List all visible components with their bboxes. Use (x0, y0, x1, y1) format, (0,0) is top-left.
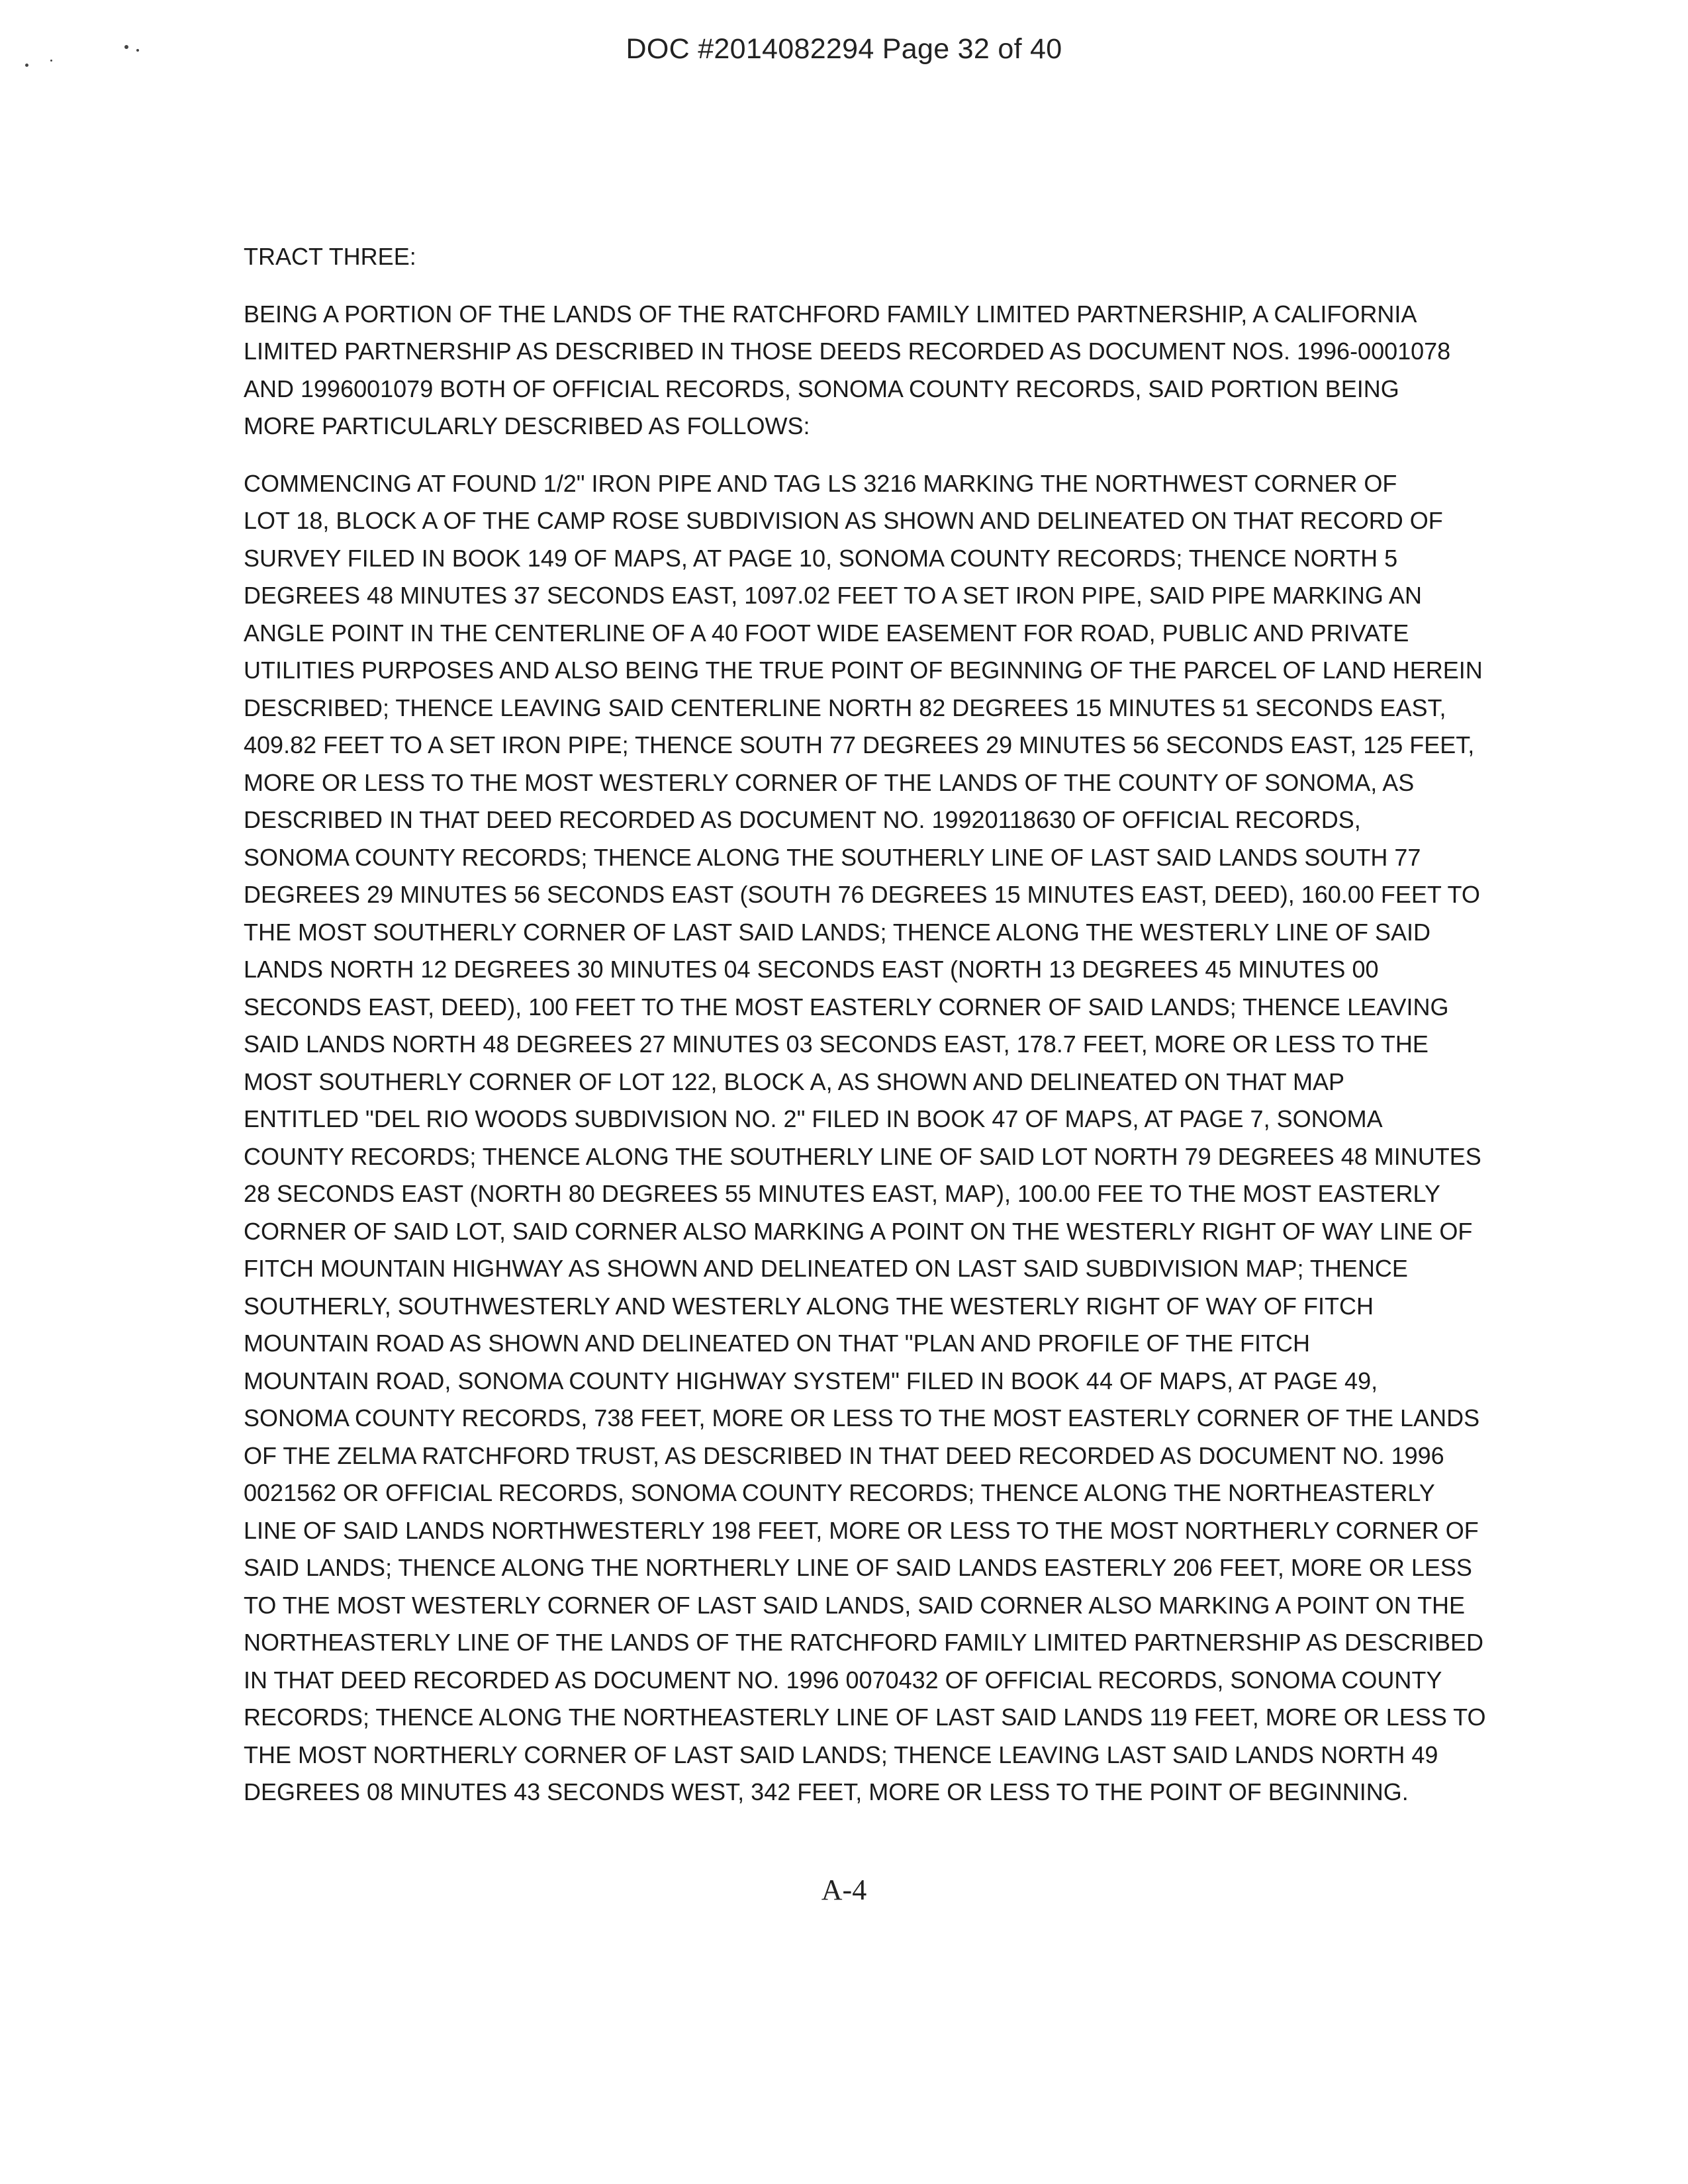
paragraph-line: THE MOST SOUTHERLY CORNER OF LAST SAID LANDS; THENCE ALONG THE WESTERLY LINE OF SAID (244, 918, 1431, 946)
paragraph-line: LIMITED PARTNERSHIP AS DESCRIBED IN THOSE DEEDS RECORDED AS DOCUMENT NOS. 1996-0001078 (244, 338, 1451, 365)
legal-description-paragraph (244, 296, 1475, 445)
paragraph-line: AND 1996001079 BOTH OF OFFICIAL RECORDS, SONOMA COUNTY RECORDS, SAID PORTION BEING (244, 375, 1399, 402)
paragraph-line: 409.82 FEET TO A SET IRON PIPE; THENCE SOUTH 77 DEGREES 29 MINUTES 56 SECONDS EAST, 125 FEET, (244, 731, 1475, 758)
paragraph-line: DEGREES 08 MINUTES 43 SECONDS WEST, 342 FEET, MORE OR LESS TO THE POINT OF BEGINNING. (244, 1778, 1409, 1805)
paragraph-line: FITCH MOUNTAIN HIGHWAY AS SHOWN AND DELINEATED ON LAST SAID SUBDIVISION MAP; THENCE (244, 1255, 1408, 1282)
paragraph-line: MORE PARTICULARLY DESCRIBED AS FOLLOWS: (244, 412, 810, 439)
paragraph-line: DESCRIBED IN THAT DEED RECORDED AS DOCUMENT NO. 19920118630 OF OFFICIAL RECORDS, (244, 806, 1361, 833)
paragraph-line: ANGLE POINT IN THE CENTERLINE OF A 40 FOOT WIDE EASEMENT FOR ROAD, PUBLIC AND PRIVATE (244, 619, 1409, 647)
paragraph-line: NORTHEASTERLY LINE OF THE LANDS OF THE RATCHFORD FAMILY LIMITED PARTNERSHIP AS DESCRIBED (244, 1629, 1484, 1656)
paragraph-line: SOUTHERLY, SOUTHWESTERLY AND WESTERLY ALONG THE WESTERLY RIGHT OF WAY OF FITCH (244, 1292, 1374, 1320)
paragraph-line: BEING A PORTION OF THE LANDS OF THE RATCHFORD FAMILY LIMITED PARTNERSHIP, A CALIFORNIA (244, 300, 1417, 328)
paragraph-line: MORE OR LESS TO THE MOST WESTERLY CORNER OF THE LANDS OF THE COUNTY OF SONOMA, AS (244, 768, 1415, 796)
paragraph-line: MOUNTAIN ROAD, SONOMA COUNTY HIGHWAY SYSTEM" FILED IN BOOK 44 OF MAPS, AT PAGE 49, (244, 1367, 1378, 1394)
paragraph-line: DEGREES 29 MINUTES 56 SECONDS EAST (SOUTH 76 DEGREES 15 MINUTES EAST, DEED), 160.00 FEET TO (244, 881, 1480, 908)
paragraph-line: SAID LANDS; THENCE ALONG THE NORTHERLY LINE OF SAID LANDS EASTERLY 206 FEET, MORE OR LESS (244, 1554, 1472, 1581)
legal-description-paragraph (244, 465, 1486, 1811)
paragraph-line: UTILITIES PURPOSES AND ALSO BEING THE TRUE POINT OF BEGINNING OF THE PARCEL OF LAND HEREIN (244, 657, 1483, 684)
paragraph-line: COMMENCING AT FOUND 1/2" IRON PIPE AND TAG LS 3216 MARKING THE NORTHWEST CORNER OF (244, 469, 1397, 497)
section-heading: TRACT THREE: (244, 243, 416, 270)
paragraph-line: OF THE ZELMA RATCHFORD TRUST, AS DESCRIBED IN THAT DEED RECORDED AS DOCUMENT NO. 1996 (244, 1441, 1444, 1469)
paragraph-line: SURVEY FILED IN BOOK 149 OF MAPS, AT PAGE 10, SONOMA COUNTY RECORDS; THENCE NORTH 5 (244, 544, 1398, 572)
paragraph-line: SAID LANDS NORTH 48 DEGREES 27 MINUTES 03 SECONDS EAST, 178.7 FEET, MORE OR LESS TO THE (244, 1030, 1429, 1058)
paragraph-line: SONOMA COUNTY RECORDS; THENCE ALONG THE SOUTHERLY LINE OF LAST SAID LANDS SOUTH 77 (244, 843, 1421, 871)
paragraph-line: LOT 18, BLOCK A OF THE CAMP ROSE SUBDIVISION AS SHOWN AND DELINEATED ON THAT RECORD OF (244, 507, 1443, 534)
paragraph-line: ENTITLED "DEL RIO WOODS SUBDIVISION NO. 2" FILED IN BOOK 47 OF MAPS, AT PAGE 7, SONOMA (244, 1105, 1383, 1132)
paragraph-line: MOST SOUTHERLY CORNER OF LOT 122, BLOCK A, AS SHOWN AND DELINEATED ON THAT MAP (244, 1068, 1345, 1095)
paragraph-line: RECORDS; THENCE ALONG THE NORTHEASTERLY LINE OF LAST SAID LANDS 119 FEET, MORE OR LESS TO (244, 1704, 1486, 1731)
document-body (244, 238, 1486, 1831)
paragraph-line: IN THAT DEED RECORDED AS DOCUMENT NO. 1996 0070432 OF OFFICIAL RECORDS, SONOMA COUNTY (244, 1666, 1442, 1694)
paragraph-line: CORNER OF SAID LOT, SAID CORNER ALSO MARKING A POINT ON THE WESTERLY RIGHT OF WAY LINE OF (244, 1217, 1473, 1245)
paragraph-line: THE MOST NORTHERLY CORNER OF LAST SAID LANDS; THENCE LEAVING LAST SAID LANDS NORTH 49 (244, 1741, 1438, 1768)
document-header: DOC #2014082294 Page 32 of 40 (626, 33, 1062, 65)
paragraph-line: DEGREES 48 MINUTES 37 SECONDS EAST, 1097.02 FEET TO A SET IRON PIPE, SAID PIPE MARKING AN (244, 582, 1422, 609)
paragraph-line: 28 SECONDS EAST (NORTH 80 DEGREES 55 MINUTES EAST, MAP), 100.00 FEE TO THE MOST EASTERLY (244, 1180, 1440, 1207)
paragraph-line: SECONDS EAST, DEED), 100 FEET TO THE MOST EASTERLY CORNER OF SAID LANDS; THENCE LEAVING (244, 993, 1449, 1021)
paragraph-line: 0021562 OR OFFICIAL RECORDS, SONOMA COUNTY RECORDS; THENCE ALONG THE NORTHEASTERLY (244, 1479, 1435, 1506)
paragraph-line: COUNTY RECORDS; THENCE ALONG THE SOUTHERLY LINE OF SAID LOT NORTH 79 DEGREES 48 MINUTES (244, 1142, 1481, 1170)
paragraph-line: SONOMA COUNTY RECORDS, 738 FEET, MORE OR LESS TO THE MOST EASTERLY CORNER OF THE LANDS (244, 1404, 1480, 1432)
page-number: A-4 (821, 1874, 867, 1906)
paragraph-line: LANDS NORTH 12 DEGREES 30 MINUTES 04 SECONDS EAST (NORTH 13 DEGREES 45 MINUTES 00 (244, 956, 1379, 983)
paragraph-line: LINE OF SAID LANDS NORTHWESTERLY 198 FEET, MORE OR LESS TO THE MOST NORTHERLY CORNER OF (244, 1516, 1479, 1544)
paragraph-line: TO THE MOST WESTERLY CORNER OF LAST SAID LANDS, SAID CORNER ALSO MARKING A POINT ON THE (244, 1591, 1466, 1619)
paragraph-line: DESCRIBED; THENCE LEAVING SAID CENTERLINE NORTH 82 DEGREES 15 MINUTES 51 SECONDS EAST, (244, 694, 1446, 721)
paragraph-line: MOUNTAIN ROAD AS SHOWN AND DELINEATED ON THAT "PLAN AND PROFILE OF THE FITCH (244, 1330, 1310, 1357)
